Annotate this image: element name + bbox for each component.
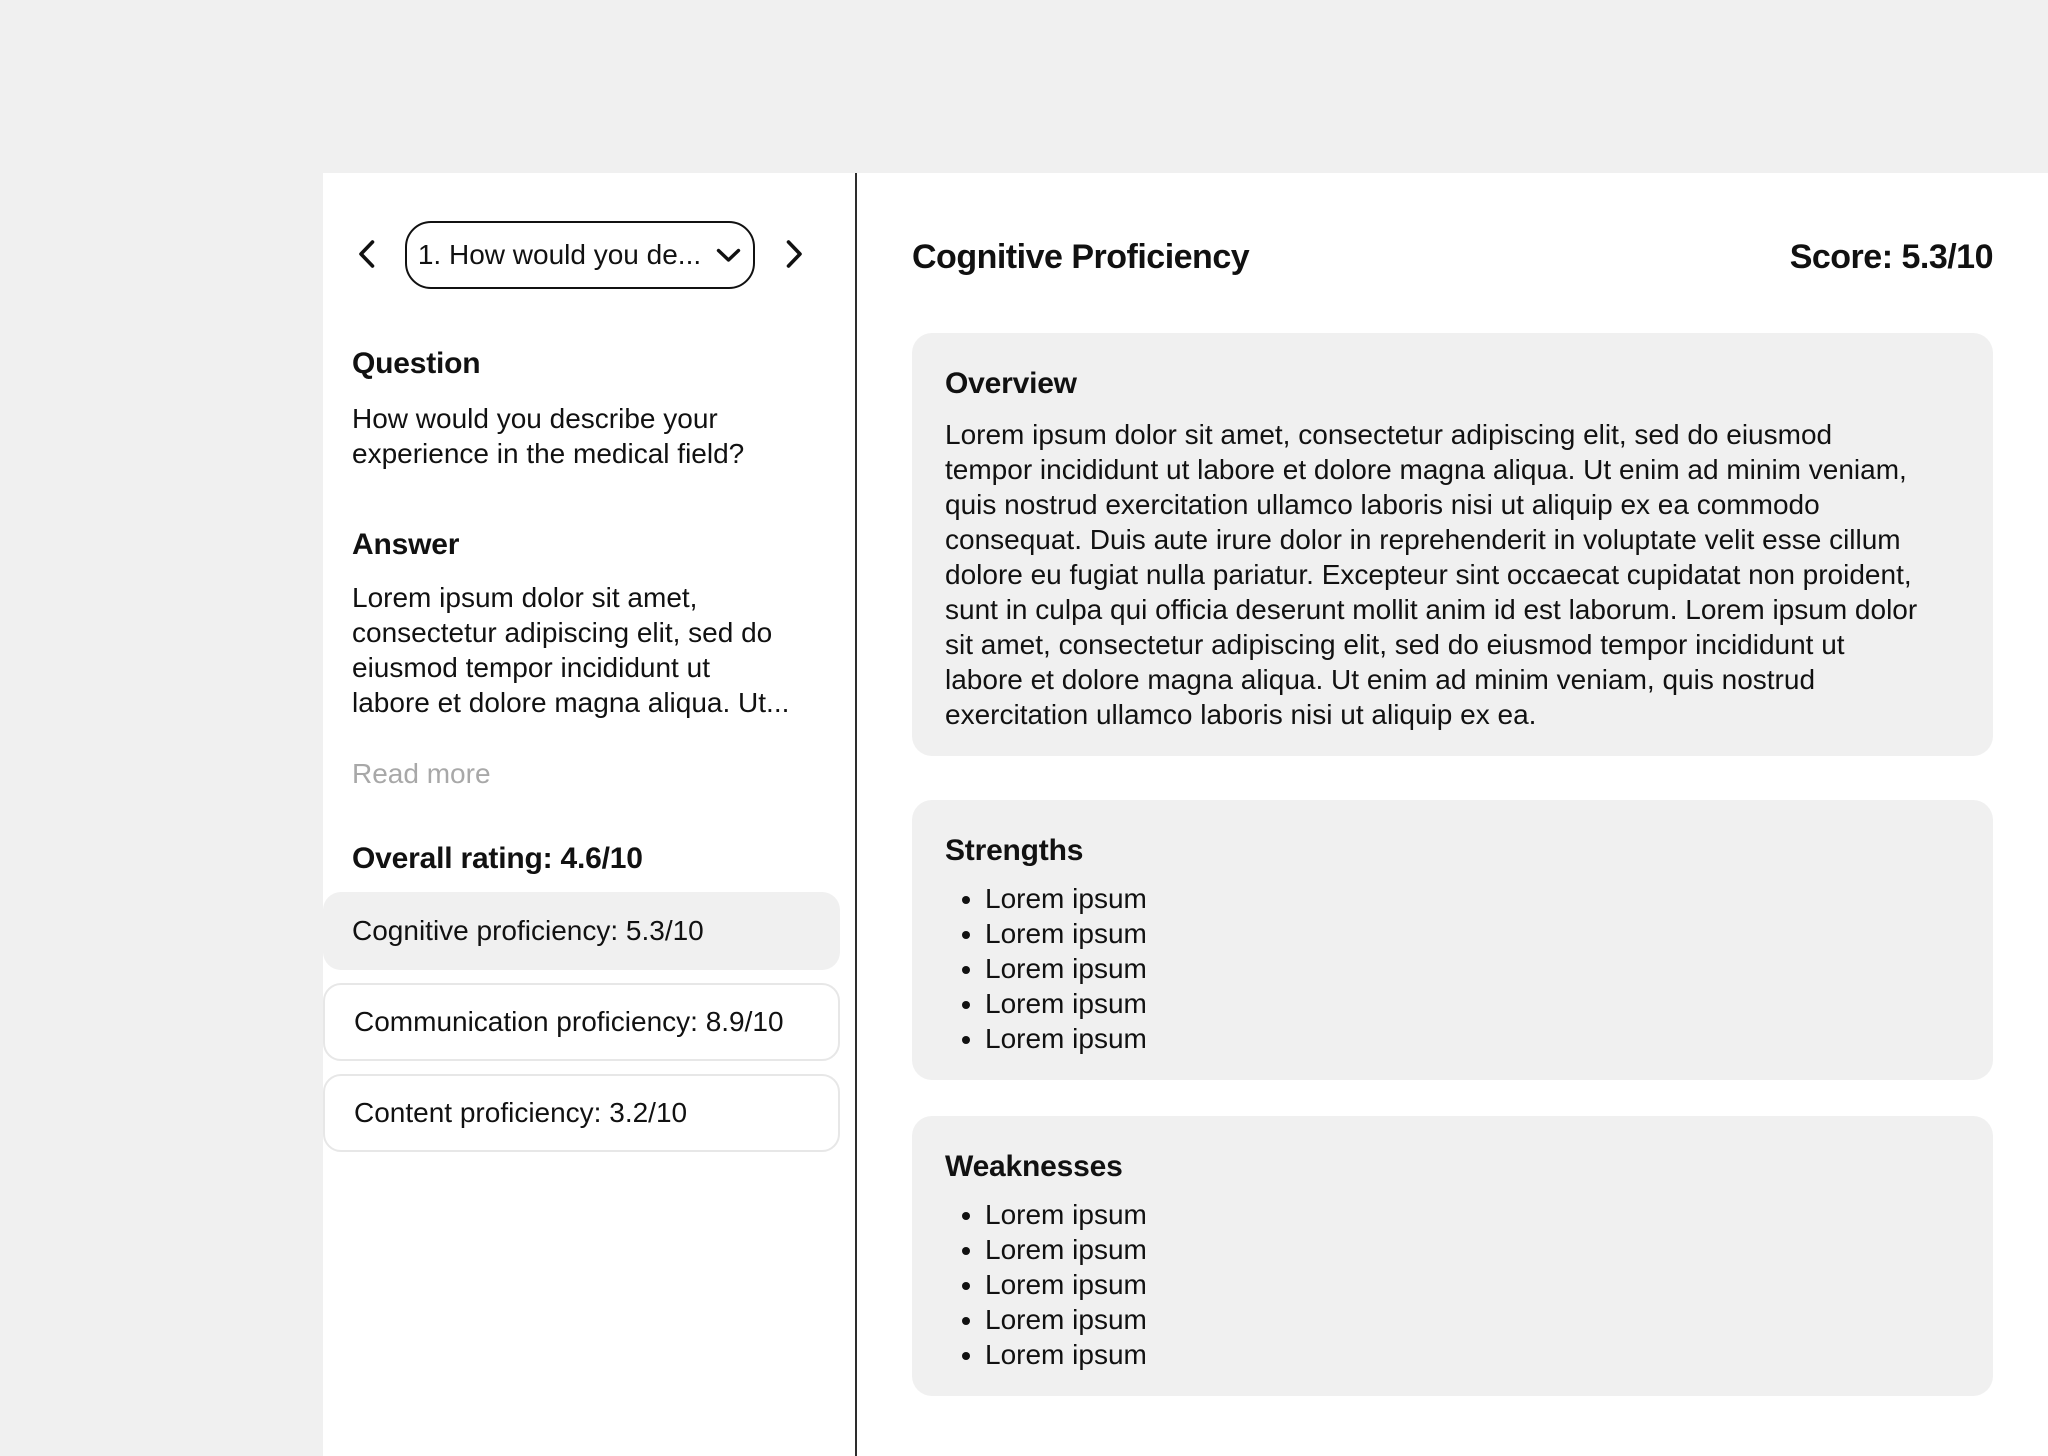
proficiency-item-communication[interactable]	[323, 983, 840, 1061]
proficiency-item-label: Content proficiency: 3.2/10	[354, 1097, 688, 1128]
strengths-heading: Strengths	[945, 834, 1084, 867]
answer-heading: Answer	[352, 528, 460, 561]
weaknesses-list-item: • Lorem ipsum	[985, 1197, 1960, 1232]
weaknesses-list-item: • Lorem ipsum	[985, 1302, 1960, 1337]
score-value: Score: 5.3/10	[1789, 238, 1993, 276]
strengths-list-item: • Lorem ipsum	[985, 951, 1960, 986]
weaknesses-card	[912, 1116, 1993, 1396]
proficiency-item-label: Cognitive proficiency: 5.3/10	[352, 915, 704, 946]
strengths-list-item: • Lorem ipsum	[985, 986, 1960, 1021]
previous-question-button[interactable]	[349, 233, 383, 277]
weaknesses-list-item: • Lorem ipsum	[985, 1267, 1960, 1302]
weaknesses-list-item: • Lorem ipsum	[985, 1337, 1960, 1372]
overview-card	[912, 333, 1993, 756]
question-text: How would you describe your experience in the medical field?	[352, 403, 745, 469]
proficiency-list	[323, 892, 855, 1152]
weaknesses-list	[945, 1197, 1960, 1372]
chevron-down-icon	[715, 239, 742, 271]
question-selector-label: 1. How would you de...	[417, 239, 702, 270]
strengths-list-item: • Lorem ipsum	[985, 916, 1960, 951]
detail-header	[912, 237, 1993, 277]
chevron-left-icon	[357, 238, 376, 273]
proficiency-item-content[interactable]	[323, 1074, 840, 1152]
proficiency-item-label: Communication proficiency: 8.9/10	[354, 1006, 784, 1037]
question-navigator	[349, 221, 855, 289]
overview-text: Lorem ipsum dolor sit amet, consectetur adipiscing elit, sed do eiusmod tempor incididunt ut labore et dolore magna aliqua. Ut enim ad minim veniam, quis nostrud exercitation ullamco laboris nisi ut aliquip ex ea commodo consequat. Duis aute irure dolor in reprehenderit in voluptate velit esse cillum dolore eu fugiat nulla pariatur. Excepteur sint occaecat cupidatat non proident, sunt in culpa qui officia deserunt mollit anim id est laborum. Lorem ipsum dolor sit amet, consectetur adipiscing elit, sed do eiusmod tempor incididunt ut labore et dolore magna aliqua. Ut enim ad minim veniam, quis nostrud exercitation ullamco laboris nisi ut aliquip ex ea.	[945, 419, 1918, 730]
strengths-list-item: • Lorem ipsum	[985, 881, 1960, 916]
page-title: Cognitive Proficiency	[912, 238, 1250, 276]
strengths-card	[912, 800, 1993, 1080]
answer-text: Lorem ipsum dolor sit amet, consectetur adipiscing elit, sed do eiusmod tempor incididunt ut labore et dolore magna aliqua. Ut...	[352, 582, 790, 718]
proficiency-detail-panel	[857, 173, 2048, 1456]
weaknesses-heading: Weaknesses	[945, 1150, 1123, 1183]
next-question-button[interactable]	[777, 233, 811, 277]
chevron-right-icon	[785, 238, 804, 273]
strengths-list-item: • Lorem ipsum	[985, 1021, 1960, 1056]
proficiency-item-cognitive[interactable]	[323, 892, 840, 970]
overall-rating: Overall rating: 4.6/10	[352, 842, 643, 875]
weaknesses-list-item: • Lorem ipsum	[985, 1232, 1960, 1267]
overview-heading: Overview	[945, 367, 1077, 400]
question-selector-dropdown[interactable]	[405, 221, 755, 289]
question-sidebar	[323, 173, 857, 1456]
read-more-link[interactable]: Read more	[352, 758, 491, 789]
report-surface	[323, 173, 2048, 1456]
question-heading: Question	[352, 347, 481, 380]
strengths-list	[945, 881, 1960, 1056]
